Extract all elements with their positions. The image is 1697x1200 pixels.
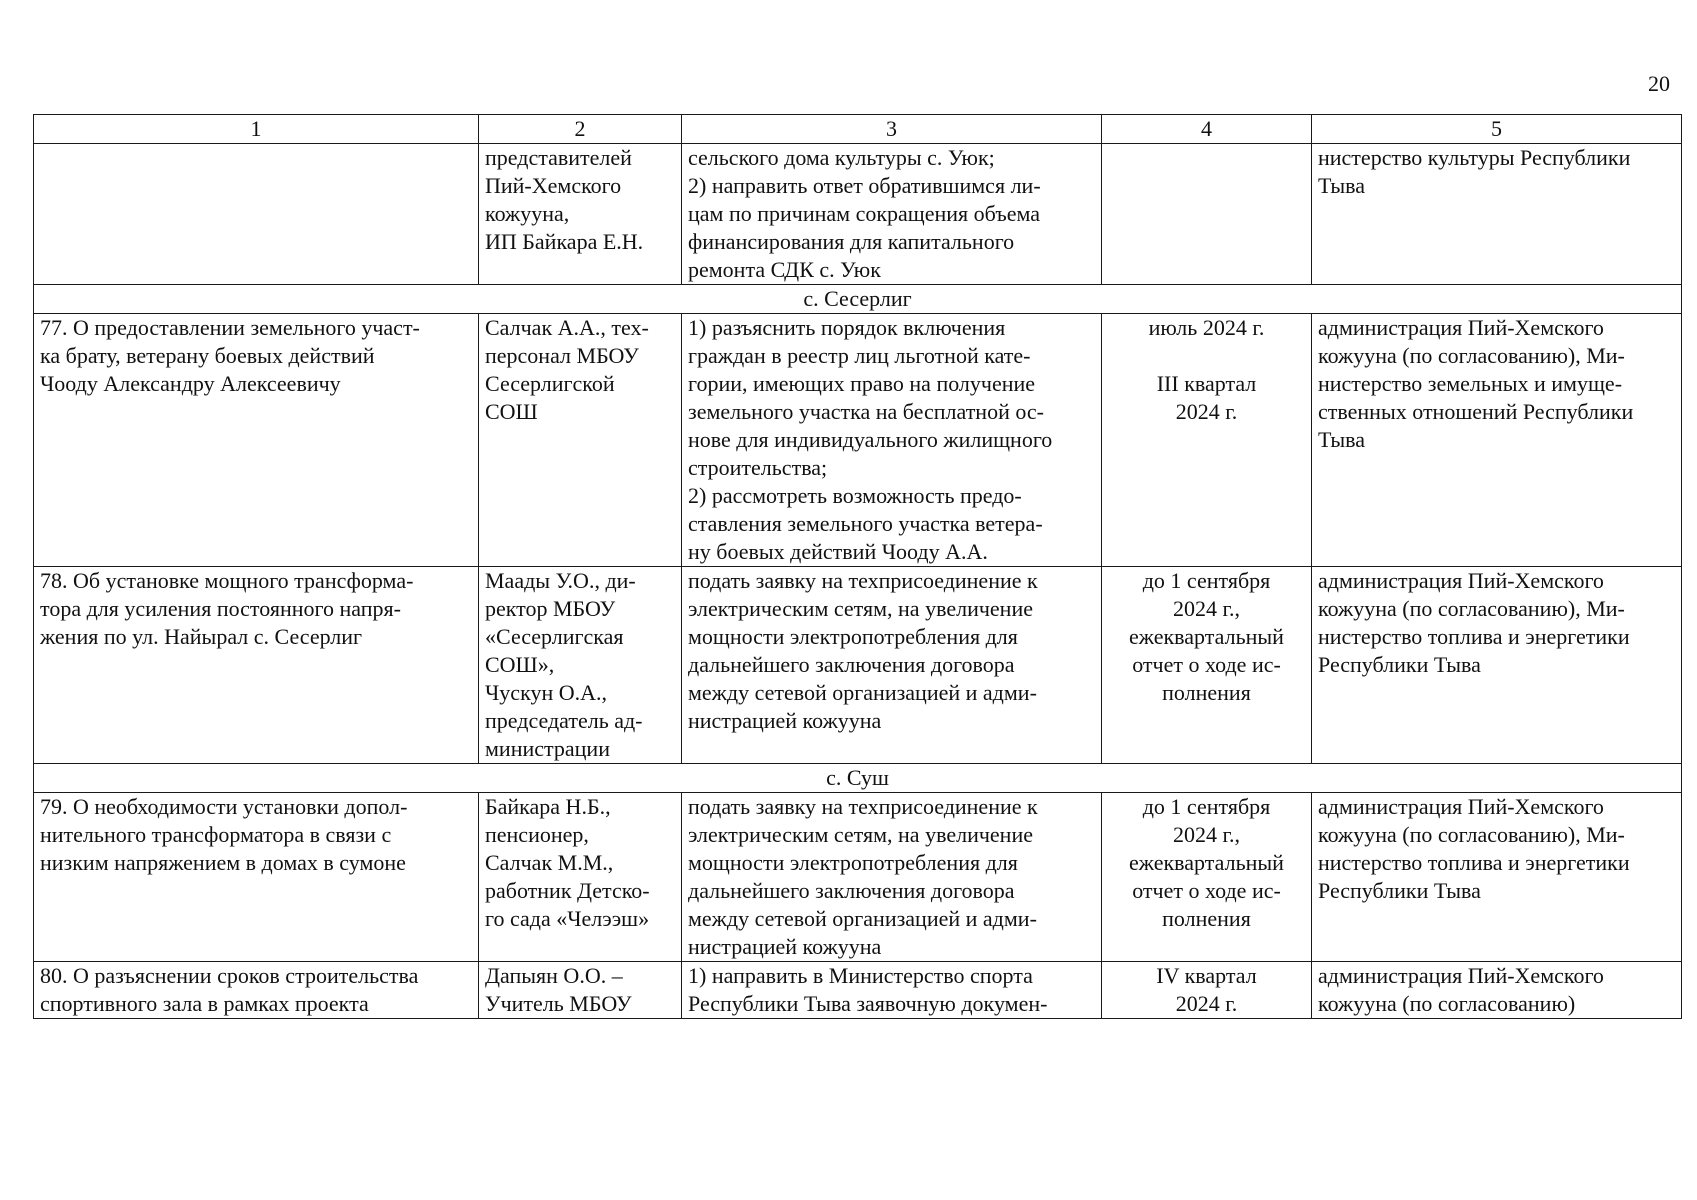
responsible-cell: администрация Пий-Хемского кожууна (по согласованию) [1312, 962, 1682, 1019]
applicant-cell: Маады У.О., ди- ректор МБОУ «Сесерлигская СОШ», Чускун О.А., председатель ад- министрации [479, 567, 682, 764]
issue-cell: 79. О необходимости установки допол- нительного трансформатора в связи с низким напряжением в домах в сумоне [34, 793, 479, 962]
deadline-cell: до 1 сентября 2024 г., ежеквартальный отчет о ходе ис- полнения [1102, 793, 1312, 962]
action-cell: подать заявку на техприсоединение к электрическим сетям, на увеличение мощности электропотребления для дальнейшего заключения договора между сетевой организацией и адми- нистрацией кожууна [682, 567, 1102, 764]
applicant-cell: Салчак А.А., тех- персонал МБОУ Сесерлигской СОШ [479, 314, 682, 567]
column-number: 5 [1312, 115, 1682, 144]
column-number-row [34, 115, 1682, 144]
table-row [34, 793, 1682, 962]
applicant-cell: Дапыян О.О. – Учитель МБОУ [479, 962, 682, 1019]
responsible-cell: администрация Пий-Хемского кожууна (по согласованию), Ми- нистерство топлива и энергетики Республики Тыва [1312, 567, 1682, 764]
applicant-cell: Байкара Н.Б., пенсионер, Салчак М.М., работник Детско- го сада «Челээш» [479, 793, 682, 962]
section-header-row [34, 764, 1682, 793]
issue-cell: 77. О предоставлении земельного участ- ка брату, ветерану боевых действий Чооду Александру Алексеевичу [34, 314, 479, 567]
table-row [34, 144, 1682, 285]
issue-cell [34, 144, 479, 285]
action-cell: 1) направить в Министерство спорта Республики Тыва заявочную докумен- [682, 962, 1102, 1019]
plan-table [33, 114, 1682, 1019]
section-header-row [34, 285, 1682, 314]
column-number: 2 [479, 115, 682, 144]
applicant-cell: представителей Пий-Хемского кожууна, ИП Байкара Е.Н. [479, 144, 682, 285]
column-number: 1 [34, 115, 479, 144]
deadline-cell [1102, 144, 1312, 285]
responsible-cell: администрация Пий-Хемского кожууна (по согласованию), Ми- нистерство земельных и имуще- ственных отношений Республики Тыва [1312, 314, 1682, 567]
action-cell: сельского дома культуры с. Уюк; 2) направить ответ обратившимся ли- цам по причинам сокращения объема финансирования для капитального ремонта СДК с. Уюк [682, 144, 1102, 285]
responsible-cell: нистерство культуры Республики Тыва [1312, 144, 1682, 285]
page-number: 20 [1648, 71, 1670, 96]
responsible-cell: администрация Пий-Хемского кожууна (по согласованию), Ми- нистерство топлива и энергетики Республики Тыва [1312, 793, 1682, 962]
issue-cell: 80. О разъяснении сроков строительства спортивного зала в рамках проекта [34, 962, 479, 1019]
column-number: 3 [682, 115, 1102, 144]
action-cell: 1) разъяснить порядок включения граждан в реестр лиц льготной кате- гории, имеющих право на получение земельного участка на бесплатной ос- нове для индивидуального жилищного строительства; 2) рассмотреть возможность предо- ставления земельного участка ветера- ну боевых действий Чооду А.А. [682, 314, 1102, 567]
section-title: с. Суш [34, 764, 1682, 793]
deadline-cell: до 1 сентября 2024 г., ежеквартальный отчет о ходе ис- полнения [1102, 567, 1312, 764]
action-cell: подать заявку на техприсоединение к электрическим сетям, на увеличение мощности электропотребления для дальнейшего заключения договора между сетевой организацией и адми- нистрацией кожууна [682, 793, 1102, 962]
deadline-cell: июль 2024 г. III квартал 2024 г. [1102, 314, 1312, 567]
table-row [34, 314, 1682, 567]
column-number: 4 [1102, 115, 1312, 144]
section-title: с. Сесерлиг [34, 285, 1682, 314]
table-row [34, 962, 1682, 1019]
deadline-cell: IV квартал 2024 г. [1102, 962, 1312, 1019]
table-row [34, 567, 1682, 764]
issue-cell: 78. Об установке мощного трансформа- тора для усиления постоянного напря- жения по ул. Найырал с. Сесерлиг [34, 567, 479, 764]
